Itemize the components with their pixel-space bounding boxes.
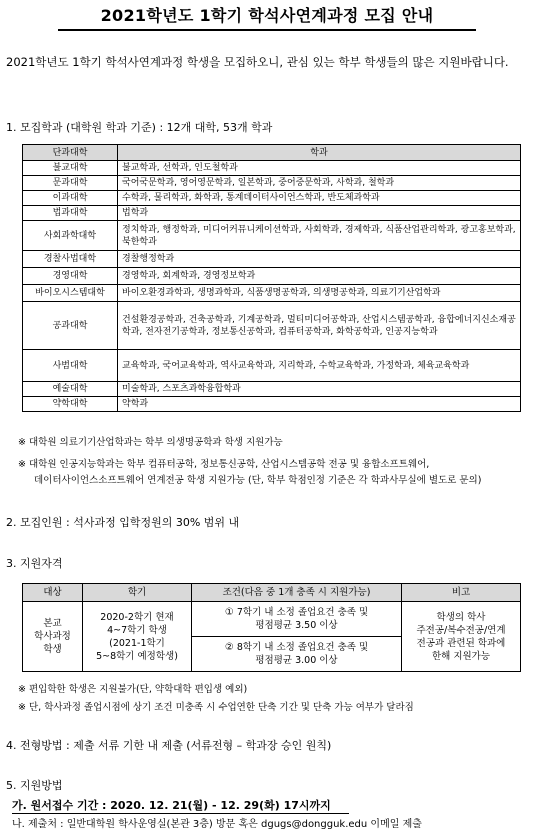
header-condition: 조건(다음 중 1개 충족 시 지원가능) — [192, 584, 402, 602]
note-text: ※ 단, 학사과정 졸업시점에 상기 조건 미충족 시 수업연한 단축 기간 및 단축 가능 여부가 달라짐 — [18, 702, 414, 713]
majors-cell: 경찰행정학과 — [118, 251, 521, 268]
table-row — [23, 268, 521, 285]
header-majors: 학과 — [118, 145, 521, 161]
majors-cell: 경영학과, 회계학과, 경영정보학과 — [118, 268, 521, 285]
deadline-underline — [12, 813, 349, 814]
note-text: 데이터사이언스소프트웨어 연계전공 학생 지원가능 (단, 학부 학점인정 기준은 각 학과사무실에 별도로 문의) — [34, 475, 482, 486]
college-cell: 사회과학대학 — [23, 221, 118, 251]
table-row — [23, 397, 521, 412]
target-cell: 본교 학사과정 학생 — [23, 602, 83, 672]
table-row — [23, 285, 521, 302]
table-row — [23, 602, 521, 637]
table-row — [23, 161, 521, 176]
application-deadline: 가. 원서접수 기간 : 2020. 12. 21(월) - 12. 29(화) 17시까지 — [12, 799, 331, 812]
table-header-row — [23, 145, 521, 161]
header-target: 대상 — [23, 584, 83, 602]
majors-cell: 약학과 — [118, 397, 521, 412]
table-header-row — [23, 584, 521, 602]
table-row — [23, 350, 521, 382]
college-cell: 바이오시스템대학 — [23, 285, 118, 302]
majors-cell: 바이오환경과학과, 생명과학과, 식품생명공학과, 의생명공학과, 의료기기산업학과 — [118, 285, 521, 302]
section-4-heading: 4. 전형방법 : 제출 서류 기한 내 제출 (서류전형 – 학과장 승인 원칙) — [6, 739, 332, 752]
section-3-heading: 3. 지원자격 — [6, 557, 63, 570]
page-title: 2021학년도 1학기 학석사연계과정 모집 안내 — [58, 3, 476, 31]
semester-cell: 2020-2학기 현재 4~7학기 학생 (2021-1학기 5~8학기 예정학생) — [83, 602, 192, 672]
table-row — [23, 206, 521, 221]
college-cell: 사범대학 — [23, 350, 118, 382]
section-1-heading: 1. 모집학과 (대학원 학과 기준) : 12개 대학, 53개 학과 — [6, 121, 273, 134]
header-college: 단과대학 — [23, 145, 118, 161]
college-cell: 불교대학 — [23, 161, 118, 176]
header-remark: 비고 — [402, 584, 521, 602]
majors-cell: 미술학과, 스포츠과학융합학과 — [118, 382, 521, 397]
table-row — [23, 191, 521, 206]
majors-cell: 건설환경공학과, 건축공학과, 기계공학과, 멀티미디어공학과, 산업시스템공학과, 융합에너지신소재공학과, 전자전기공학과, 정보통신공학과, 컴퓨터공학과, 화학공학과, 인공지능학과 — [118, 302, 521, 350]
majors-cell: 불교학과, 선학과, 인도철학과 — [118, 161, 521, 176]
college-cell: 약학대학 — [23, 397, 118, 412]
college-cell: 이과대학 — [23, 191, 118, 206]
note-text: ※ 편입학한 학생은 지원불가(단, 약학대학 편입생 예외) — [18, 684, 248, 695]
table-row — [23, 302, 521, 350]
majors-cell: 교육학과, 국어교육학과, 역사교육학과, 지리학과, 수학교육학과, 가정학과, 체육교육학과 — [118, 350, 521, 382]
submission-info: 나. 제출처 : 일반대학원 학사운영실(본관 3층) 방문 혹은 dgugs@dongguk.edu 이메일 제출 — [12, 819, 422, 830]
condition-cell: ② 8학기 내 소정 졸업요건 충족 및 평점평균 3.00 이상 — [192, 637, 402, 672]
college-cell: 경영대학 — [23, 268, 118, 285]
table-row — [23, 251, 521, 268]
college-cell: 문과대학 — [23, 176, 118, 191]
college-cell: 예술대학 — [23, 382, 118, 397]
intro-paragraph: 2021학년도 1학기 학석사연계과정 학생을 모집하오니, 관심 있는 학부 학생들의 많은 지원바랍니다. — [6, 55, 509, 69]
section-5-heading: 5. 지원방법 — [6, 779, 63, 792]
section-2-heading: 2. 모집인원 : 석사과정 입학정원의 30% 범위 내 — [6, 516, 240, 529]
table-row — [23, 176, 521, 191]
condition-cell: ① 7학기 내 소정 졸업요건 충족 및 평점평균 3.50 이상 — [192, 602, 402, 637]
college-cell: 공과대학 — [23, 302, 118, 350]
note-text: ※ 대학원 의료기기산업학과는 학부 의생명공학과 학생 지원가능 — [18, 437, 283, 448]
college-cell: 경찰사법대학 — [23, 251, 118, 268]
college-cell: 법과대학 — [23, 206, 118, 221]
majors-cell: 정치학과, 행정학과, 미디어커뮤니케이션학과, 사회학과, 경제학과, 식품산업관리학과, 광고홍보학과, 북한학과 — [118, 221, 521, 251]
majors-cell: 법학과 — [118, 206, 521, 221]
majors-cell: 국어국문학과, 영어영문학과, 일본학과, 중어중문학과, 사학과, 철학과 — [118, 176, 521, 191]
department-table — [22, 144, 521, 412]
remark-cell: 학생의 학사 주전공/복수전공/연계 전공과 관련된 학과에 한해 지원가능 — [402, 602, 521, 672]
qualification-table — [22, 583, 521, 672]
majors-cell: 수학과, 물리학과, 화학과, 통계데이터사이언스학과, 반도체과학과 — [118, 191, 521, 206]
header-semester: 학기 — [83, 584, 192, 602]
note-text: ※ 대학원 인공지능학과는 학부 컴퓨터공학, 정보통신공학, 산업시스템공학 전공 및 융합소프트웨어, — [18, 459, 430, 470]
table-row — [23, 221, 521, 251]
table-row — [23, 382, 521, 397]
